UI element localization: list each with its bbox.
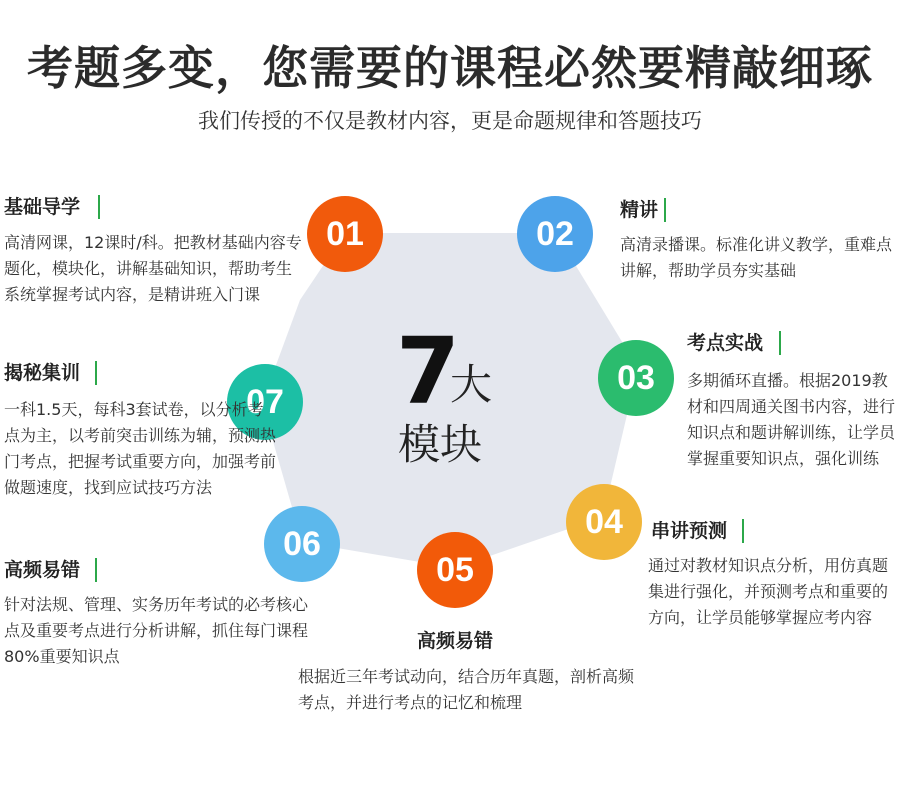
page-subtitle: 我们传授的不仅是教材内容，更是命题规律和答题技巧 [198, 109, 702, 133]
module-02-desc: 高清录播课。标准化讲义教学，重难点讲解，帮助学员夯实基础 [620, 235, 893, 280]
module-07-bar [95, 361, 97, 385]
module-01-title: 基础导学 [4, 196, 81, 218]
center-number: 7 [396, 318, 461, 425]
center-da-text: 大 [450, 360, 493, 409]
module-02-title: 精讲 [620, 199, 659, 221]
module-04-title: 串讲预测 [651, 520, 728, 542]
module-badge-03: 03 [598, 340, 674, 416]
module-04-desc: 通过对教材知识点分析，用仿真题集进行强化，并预测考点和重要的方向，让学员能够掌握应考内容 [648, 556, 889, 627]
page-title: 考题多变，您需要的课程必然要精敲细琢 [27, 41, 873, 95]
module-badge-07: 07 [227, 364, 303, 440]
module-03-bar [779, 331, 781, 355]
module-06-title: 高频易错 [4, 559, 81, 581]
module-02-bar [664, 198, 666, 222]
module-badge-05: 05 [417, 532, 493, 608]
module-04-bar [742, 519, 744, 543]
module-05-desc: 根据近三年考试动向，结合历年真题，剖析高频考点，并进行考点的记忆和梳理 [298, 667, 635, 712]
module-07-title: 揭秘集训 [4, 362, 81, 384]
module-06-desc: 针对法规、管理、实务历年考试的必考核心点及重要考点进行分析讲解，抓住每门课程80%重要知识点 [4, 595, 309, 666]
module-06-bar [95, 558, 97, 582]
module-badge-02: 02 [517, 196, 593, 272]
module-badge-04: 04 [566, 484, 642, 560]
module-05-title: 高频易错 [417, 630, 494, 652]
module-01-desc: 高清网课，12课时/科。把教材基础内容专题化，模块化，讲解基础知识，帮助考生系统掌握考试内容，是精讲班入门课 [4, 233, 302, 304]
module-badge-06: 06 [264, 506, 340, 582]
module-01-bar [98, 195, 100, 219]
module-07-desc: 一科1.5天，每科3套试卷，以分析考点为主，以考前突击训练为辅，预测热门考点，把握考试重要方向，加强考前做题速度，找到应试技巧方法 [4, 400, 277, 497]
center-module-text: 模块 [398, 420, 483, 469]
module-03-desc: 多期循环直播。根据2019教材和四周通关图书内容，进行知识点和题讲解训练，让学员掌握重要知识点，强化训练 [687, 371, 896, 468]
module-badge-01: 01 [307, 196, 383, 272]
module-03-title: 考点实战 [687, 332, 764, 354]
